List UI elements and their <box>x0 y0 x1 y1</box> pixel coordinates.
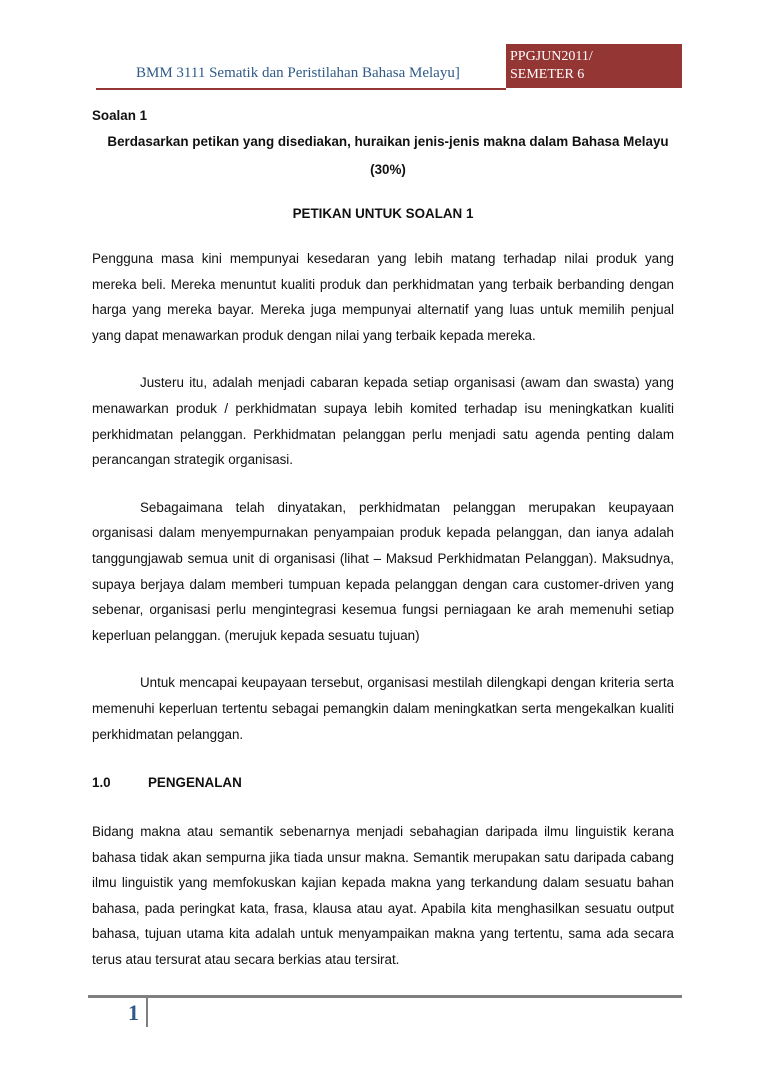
document-body <box>92 106 674 973</box>
passage-paragraph-3: Sebagaimana telah dinyatakan, perkhidmatan pelanggan merupakan keupayaan organisasi dalam menyempurnakan penyampaian produk kepada pelanggan, dan ianya adalah tanggungjawab semua unit di organisasi (lihat – Maksud Perkhidmatan Pelanggan). Maksudnya, supaya berjaya dalam memberi tumpuan kepada pelanggan dengan cara customer-driven yang sebenar, organisasi perlu mengintegrasi kesemua fungsi perniagaan ke arah memenuhi setiap keperluan pelanggan. (merujuk kepada sesuatu tujuan) <box>92 499 674 643</box>
passage-heading: PETIKAN UNTUK SOALAN 1 <box>292 206 474 221</box>
question-text: Berdasarkan petikan yang disediakan, huraikan jenis-jenis makna dalam Bahasa Melayu (30%) <box>107 134 669 177</box>
header-divider <box>96 88 506 90</box>
section-paragraph: Bidang makna atau semantik sebenarnya menjadi sebahagian daripada ilmu linguistik kerana bahasa tidak akan sempurna jika tiada unsur makna. Semantik merupakan satu daripada cabang ilmu linguistik yang memfokuskan kajian kepada makna yang terkandung dalam sesuatu bahan bahasa, pada peringkat kata, frasa, klausa atau ayat. Apabila kita menghasilkan sesuatu output bahasa, tujuan utama kita adalah untuk menyampaikan makna yang tertentu, sama ada secara terus atau tersurat atau secara berkias atau tersirat. <box>92 824 674 968</box>
question-label: Soalan 1 <box>92 108 148 123</box>
passage-paragraph-4: Untuk mencapai keupayaan tersebut, organisasi mestilah dilengkapi dengan kriteria serta memenuhi keperluan tertentu sebagai pemangkin dalam meningkatkan serta mengekalkan kualiti perkhidmatan pelanggan. <box>92 675 674 742</box>
section-number: 1.0 <box>92 775 111 791</box>
footer-divider <box>88 995 682 998</box>
page-number: 1 <box>128 1000 139 1025</box>
footer-vertical-divider <box>146 997 148 1027</box>
header-session-line2: SEMETER 6 <box>510 67 585 82</box>
header-session-line1: PPGJUN2011/ <box>510 49 593 64</box>
section-heading <box>92 773 674 793</box>
header-course-title: BMM 3111 Sematik dan Peristilahan Bahasa Melayu] <box>136 65 460 81</box>
header-session-box <box>506 44 682 88</box>
section-title: PENGENALAN <box>148 775 242 791</box>
passage-paragraph-2: Justeru itu, adalah menjadi cabaran kepada setiap organisasi (awam dan swasta) yang menawarkan produk / perkhidmatan supaya lebih komited terhadap isu meningkatkan kualiti perkhidmatan pelanggan. Perkhidmatan pelanggan perlu menjadi satu agenda penting dalam perancangan strategik organisasi. <box>92 375 674 468</box>
page-header <box>0 0 768 100</box>
passage-paragraph-1: Pengguna masa kini mempunyai kesedaran yang lebih matang terhadap nilai produk yang mereka beli. Mereka menuntut kualiti produk dan perkhidmatan yang terbaik berbanding dengan harga yang mereka bayar. Mereka juga mempunyai alternatif yang luas untuk memilih penjual yang dapat menawarkan produk dengan nilai yang terbaik kepada mereka. <box>92 251 674 343</box>
